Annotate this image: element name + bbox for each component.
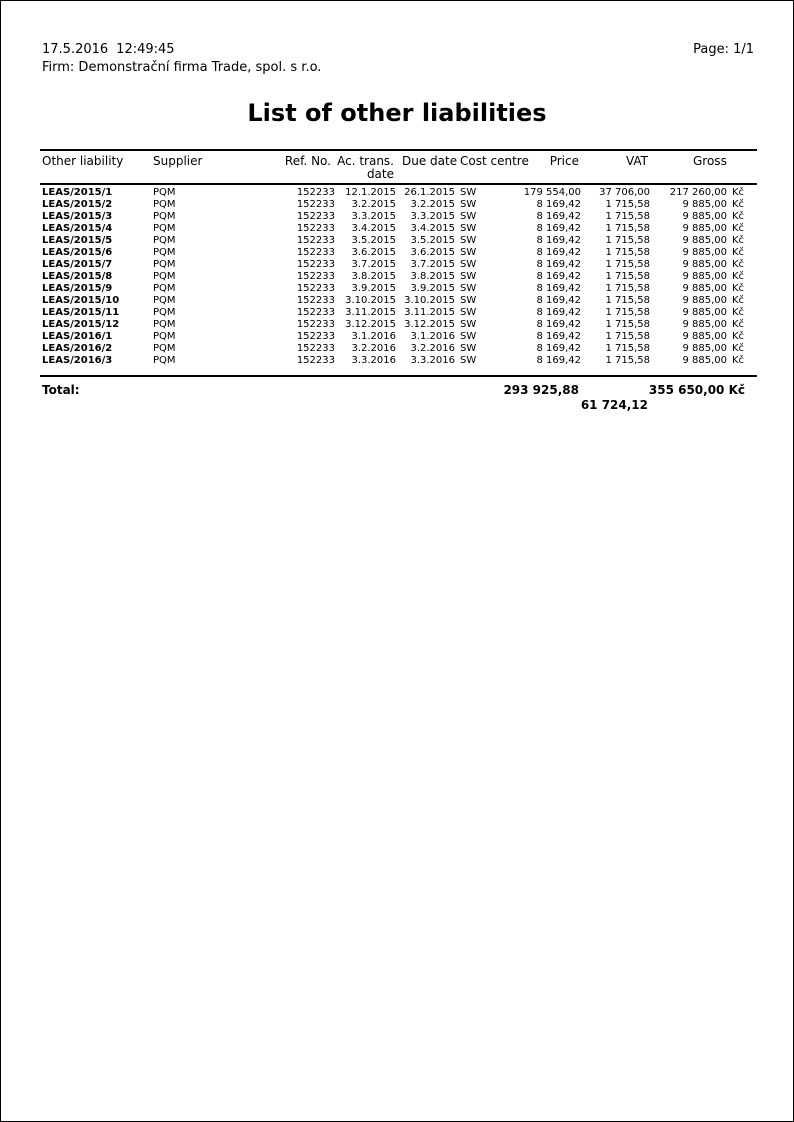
cell-due-date: 3.3.2016 bbox=[410, 355, 455, 366]
cell-due-date: 3.2.2015 bbox=[410, 199, 455, 210]
cell-liability-id: LEAS/2015/3 bbox=[42, 211, 113, 222]
print-date: 17.5.2016 bbox=[42, 42, 109, 57]
cell-cost-centre: SW bbox=[460, 343, 477, 354]
cell-liability-id: LEAS/2015/1 bbox=[42, 187, 113, 198]
cell-ref-no: 152233 bbox=[296, 199, 335, 210]
cell-gross: 9 885,00 bbox=[682, 295, 727, 306]
cell-ref-no: 152233 bbox=[296, 235, 335, 246]
total-rule bbox=[40, 375, 757, 377]
cell-supplier: PQM bbox=[153, 199, 176, 210]
cell-ac-trans-date: 3.5.2015 bbox=[351, 235, 396, 246]
cell-ref-no: 152233 bbox=[296, 187, 335, 198]
cell-liability-id: LEAS/2015/2 bbox=[42, 199, 113, 210]
cell-gross: 9 885,00 bbox=[682, 319, 727, 330]
col-header-ac-trans-date bbox=[337, 155, 394, 181]
cell-vat: 1 715,58 bbox=[605, 307, 650, 318]
cell-supplier: PQM bbox=[153, 307, 176, 318]
total-label: Total: bbox=[42, 383, 80, 397]
cell-liability-id: LEAS/2016/3 bbox=[42, 355, 113, 366]
table-row bbox=[1, 211, 794, 223]
cell-price: 8 169,42 bbox=[536, 307, 581, 318]
cell-ref-no: 152233 bbox=[296, 211, 335, 222]
cell-currency: Kč bbox=[732, 319, 745, 330]
cell-due-date: 3.11.2015 bbox=[404, 307, 455, 318]
cell-price: 8 169,42 bbox=[536, 259, 581, 270]
cell-supplier: PQM bbox=[153, 187, 176, 198]
col-header-cost-centre: Cost centre bbox=[460, 154, 529, 168]
cell-gross: 9 885,00 bbox=[682, 343, 727, 354]
cell-gross: 9 885,00 bbox=[682, 271, 727, 282]
cell-liability-id: LEAS/2015/12 bbox=[42, 319, 120, 330]
table-row bbox=[1, 271, 794, 283]
cell-due-date: 3.10.2015 bbox=[404, 295, 455, 306]
table-row bbox=[1, 283, 794, 295]
cell-gross: 9 885,00 bbox=[682, 211, 727, 222]
cell-ref-no: 152233 bbox=[296, 247, 335, 258]
col-header-due-date: Due date bbox=[402, 154, 458, 168]
cell-cost-centre: SW bbox=[460, 223, 477, 234]
cell-supplier: PQM bbox=[153, 223, 176, 234]
liabilities-table-body bbox=[1, 187, 794, 367]
cell-ref-no: 152233 bbox=[296, 307, 335, 318]
cell-currency: Kč bbox=[732, 283, 745, 294]
cell-currency: Kč bbox=[732, 343, 745, 354]
page-number: Page: 1/1 bbox=[693, 42, 754, 57]
cell-cost-centre: SW bbox=[460, 259, 477, 270]
cell-currency: Kč bbox=[732, 247, 745, 258]
cell-liability-id: LEAS/2015/9 bbox=[42, 283, 113, 294]
cell-gross: 9 885,00 bbox=[682, 199, 727, 210]
cell-price: 8 169,42 bbox=[536, 271, 581, 282]
cell-due-date: 3.7.2015 bbox=[410, 259, 455, 270]
cell-ref-no: 152233 bbox=[296, 319, 335, 330]
cell-price: 8 169,42 bbox=[536, 355, 581, 366]
cell-ref-no: 152233 bbox=[296, 259, 335, 270]
cell-vat: 1 715,58 bbox=[605, 331, 650, 342]
cell-cost-centre: SW bbox=[460, 271, 477, 282]
table-row bbox=[1, 199, 794, 211]
cell-supplier: PQM bbox=[153, 343, 176, 354]
cell-currency: Kč bbox=[732, 199, 745, 210]
cell-vat: 1 715,58 bbox=[605, 259, 650, 270]
cell-price: 8 169,42 bbox=[536, 343, 581, 354]
cell-gross: 9 885,00 bbox=[682, 259, 727, 270]
cell-vat: 1 715,58 bbox=[605, 283, 650, 294]
cell-ref-no: 152233 bbox=[296, 223, 335, 234]
cell-supplier: PQM bbox=[153, 355, 176, 366]
cell-ac-trans-date: 3.3.2015 bbox=[351, 211, 396, 222]
cell-ac-trans-date: 3.7.2015 bbox=[351, 259, 396, 270]
cell-ref-no: 152233 bbox=[296, 331, 335, 342]
cell-vat: 1 715,58 bbox=[605, 295, 650, 306]
table-row bbox=[1, 355, 794, 367]
cell-due-date: 3.8.2015 bbox=[410, 271, 455, 282]
cell-supplier: PQM bbox=[153, 295, 176, 306]
report-title: List of other liabilities bbox=[247, 99, 547, 127]
cell-cost-centre: SW bbox=[460, 199, 477, 210]
cell-gross: 9 885,00 bbox=[682, 235, 727, 246]
total-gross: 355 650,00 Kč bbox=[648, 383, 745, 397]
cell-gross: 9 885,00 bbox=[682, 223, 727, 234]
cell-price: 8 169,42 bbox=[536, 211, 581, 222]
cell-cost-centre: SW bbox=[460, 211, 477, 222]
col-header-price: Price bbox=[549, 154, 579, 168]
cell-supplier: PQM bbox=[153, 331, 176, 342]
table-row bbox=[1, 343, 794, 355]
cell-cost-centre: SW bbox=[460, 331, 477, 342]
cell-ac-trans-date: 3.4.2015 bbox=[351, 223, 396, 234]
cell-gross: 9 885,00 bbox=[682, 307, 727, 318]
cell-gross: 9 885,00 bbox=[682, 331, 727, 342]
table-row bbox=[1, 247, 794, 259]
header-top-rule bbox=[40, 149, 757, 151]
cell-currency: Kč bbox=[732, 223, 745, 234]
cell-ref-no: 152233 bbox=[296, 355, 335, 366]
print-datetime bbox=[42, 42, 175, 57]
cell-currency: Kč bbox=[732, 271, 745, 282]
cell-liability-id: LEAS/2015/7 bbox=[42, 259, 113, 270]
cell-vat: 37 706,00 bbox=[599, 187, 650, 198]
cell-ac-trans-date: 3.9.2015 bbox=[351, 283, 396, 294]
cell-ref-no: 152233 bbox=[296, 295, 335, 306]
cell-cost-centre: SW bbox=[460, 355, 477, 366]
cell-vat: 1 715,58 bbox=[605, 199, 650, 210]
cell-cost-centre: SW bbox=[460, 187, 477, 198]
cell-gross: 9 885,00 bbox=[682, 283, 727, 294]
cell-price: 8 169,42 bbox=[536, 199, 581, 210]
cell-price: 8 169,42 bbox=[536, 247, 581, 258]
cell-price: 179 554,00 bbox=[523, 187, 581, 198]
cell-gross: 217 260,00 bbox=[669, 187, 727, 198]
cell-vat: 1 715,58 bbox=[605, 223, 650, 234]
cell-due-date: 3.1.2016 bbox=[410, 331, 455, 342]
cell-due-date: 3.5.2015 bbox=[410, 235, 455, 246]
cell-currency: Kč bbox=[732, 307, 745, 318]
cell-supplier: PQM bbox=[153, 247, 176, 258]
cell-vat: 1 715,58 bbox=[605, 355, 650, 366]
cell-due-date: 3.9.2015 bbox=[410, 283, 455, 294]
cell-vat: 1 715,58 bbox=[605, 319, 650, 330]
cell-price: 8 169,42 bbox=[536, 331, 581, 342]
cell-ac-trans-date: 3.12.2015 bbox=[345, 319, 396, 330]
cell-ac-trans-date: 3.11.2015 bbox=[345, 307, 396, 318]
cell-currency: Kč bbox=[732, 211, 745, 222]
cell-liability-id: LEAS/2016/1 bbox=[42, 331, 113, 342]
cell-currency: Kč bbox=[732, 331, 745, 342]
cell-supplier: PQM bbox=[153, 271, 176, 282]
cell-price: 8 169,42 bbox=[536, 319, 581, 330]
cell-currency: Kč bbox=[732, 259, 745, 270]
cell-supplier: PQM bbox=[153, 235, 176, 246]
table-row bbox=[1, 319, 794, 331]
col-header-ref-no: Ref. No. bbox=[284, 154, 331, 168]
cell-supplier: PQM bbox=[153, 319, 176, 330]
cell-gross: 9 885,00 bbox=[682, 355, 727, 366]
cell-vat: 1 715,58 bbox=[605, 247, 650, 258]
col-header-gross: Gross bbox=[693, 154, 727, 168]
cell-ac-trans-date: 3.1.2016 bbox=[351, 331, 396, 342]
cell-currency: Kč bbox=[732, 355, 745, 366]
cell-cost-centre: SW bbox=[460, 247, 477, 258]
cell-supplier: PQM bbox=[153, 283, 176, 294]
cell-ac-trans-date: 3.6.2015 bbox=[351, 247, 396, 258]
cell-cost-centre: SW bbox=[460, 295, 477, 306]
cell-cost-centre: SW bbox=[460, 283, 477, 294]
cell-currency: Kč bbox=[732, 295, 745, 306]
cell-cost-centre: SW bbox=[460, 319, 477, 330]
cell-ac-trans-date: 3.8.2015 bbox=[351, 271, 396, 282]
cell-liability-id: LEAS/2015/6 bbox=[42, 247, 113, 258]
cell-ac-trans-date: 3.2.2016 bbox=[351, 343, 396, 354]
table-row bbox=[1, 295, 794, 307]
cell-ref-no: 152233 bbox=[296, 283, 335, 294]
firm-name: Firm: Demonstrační firma Trade, spol. s r.o. bbox=[42, 60, 322, 75]
table-row bbox=[1, 187, 794, 199]
cell-liability-id: LEAS/2015/10 bbox=[42, 295, 120, 306]
cell-cost-centre: SW bbox=[460, 307, 477, 318]
cell-ac-trans-date: 12.1.2015 bbox=[345, 187, 396, 198]
col-header-supplier: Supplier bbox=[153, 154, 203, 168]
cell-price: 8 169,42 bbox=[536, 283, 581, 294]
cell-currency: Kč bbox=[732, 187, 745, 198]
table-row bbox=[1, 223, 794, 235]
cell-liability-id: LEAS/2015/5 bbox=[42, 235, 113, 246]
cell-ref-no: 152233 bbox=[296, 343, 335, 354]
cell-ac-trans-date: 3.2.2015 bbox=[351, 199, 396, 210]
cell-currency: Kč bbox=[732, 235, 745, 246]
cell-price: 8 169,42 bbox=[536, 223, 581, 234]
col-header-ac-trans-line2: date bbox=[366, 167, 394, 181]
cell-liability-id: LEAS/2015/8 bbox=[42, 271, 113, 282]
cell-due-date: 3.2.2016 bbox=[410, 343, 455, 354]
cell-gross: 9 885,00 bbox=[682, 247, 727, 258]
cell-vat: 1 715,58 bbox=[605, 235, 650, 246]
header-bottom-rule bbox=[40, 183, 757, 185]
table-row bbox=[1, 307, 794, 319]
cell-due-date: 3.6.2015 bbox=[410, 247, 455, 258]
cell-vat: 1 715,58 bbox=[605, 343, 650, 354]
cell-due-date: 26.1.2015 bbox=[404, 187, 455, 198]
col-header-ac-trans-line1: Ac. trans. bbox=[337, 154, 394, 168]
cell-price: 8 169,42 bbox=[536, 235, 581, 246]
col-header-vat: VAT bbox=[625, 154, 648, 168]
cell-supplier: PQM bbox=[153, 211, 176, 222]
cell-supplier: PQM bbox=[153, 259, 176, 270]
cell-ref-no: 152233 bbox=[296, 271, 335, 282]
cell-vat: 1 715,58 bbox=[605, 271, 650, 282]
print-time: 12:49:45 bbox=[116, 42, 175, 57]
table-row bbox=[1, 331, 794, 343]
table-row bbox=[1, 259, 794, 271]
cell-due-date: 3.12.2015 bbox=[404, 319, 455, 330]
cell-due-date: 3.3.2015 bbox=[410, 211, 455, 222]
cell-due-date: 3.4.2015 bbox=[410, 223, 455, 234]
cell-liability-id: LEAS/2015/4 bbox=[42, 223, 113, 234]
cell-liability-id: LEAS/2015/11 bbox=[42, 307, 120, 318]
cell-ac-trans-date: 3.10.2015 bbox=[345, 295, 396, 306]
cell-ac-trans-date: 3.3.2016 bbox=[351, 355, 396, 366]
cell-price: 8 169,42 bbox=[536, 295, 581, 306]
cell-cost-centre: SW bbox=[460, 235, 477, 246]
total-price: 293 925,88 bbox=[503, 383, 579, 397]
col-header-other-liability: Other liability bbox=[42, 154, 124, 168]
cell-vat: 1 715,58 bbox=[605, 211, 650, 222]
table-row bbox=[1, 235, 794, 247]
total-vat: 61 724,12 bbox=[580, 398, 648, 412]
cell-liability-id: LEAS/2016/2 bbox=[42, 343, 113, 354]
